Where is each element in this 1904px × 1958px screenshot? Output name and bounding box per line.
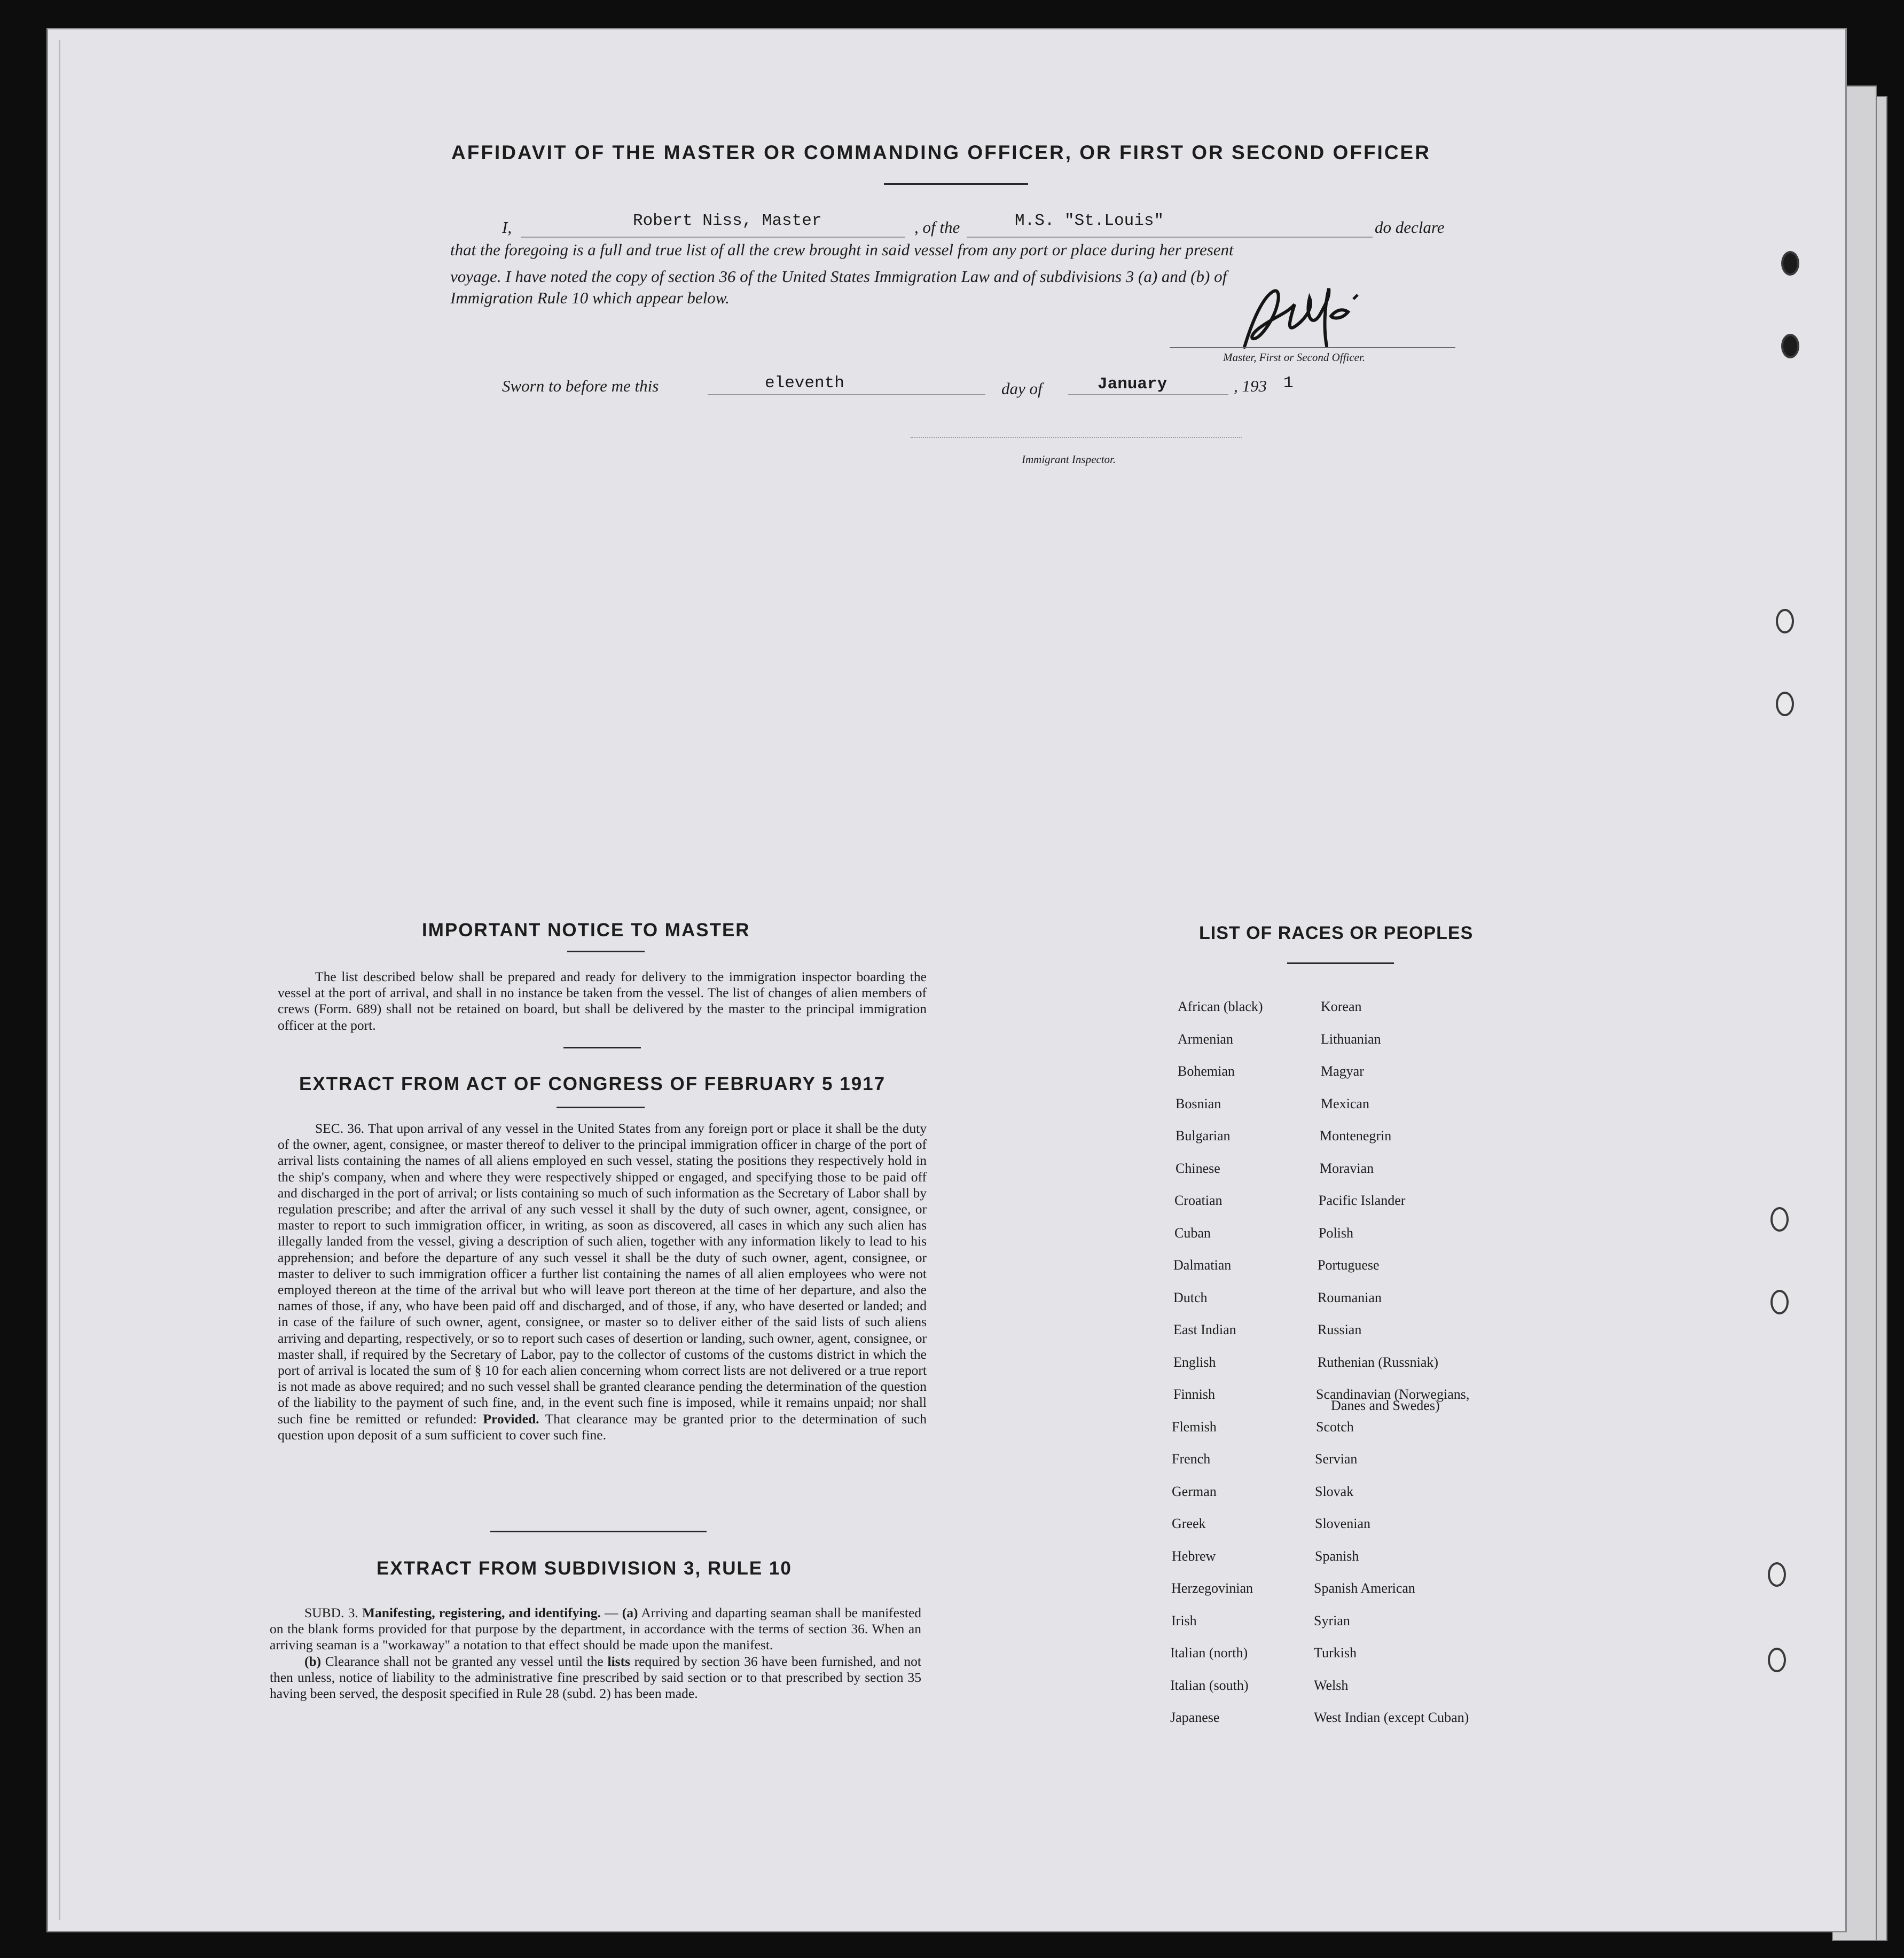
race-item: Mexican (1321, 1095, 1369, 1111)
race-item: Japanese (1170, 1710, 1220, 1725)
race-item: German (1172, 1483, 1217, 1499)
binder-hole (1781, 251, 1799, 276)
race-item: English (1173, 1354, 1216, 1370)
notice-title: IMPORTANT NOTICE TO MASTER (422, 920, 750, 941)
rule-dash: — (605, 1605, 618, 1620)
race-item: Cuban (1174, 1225, 1211, 1241)
act-text (278, 1121, 927, 1443)
race-item: East Indian (1173, 1322, 1236, 1337)
race-item: French (1172, 1451, 1211, 1467)
signature-line (1170, 347, 1455, 348)
race-item: Chinese (1176, 1160, 1220, 1176)
notice-text: The list described below shall be prepared and ready for delivery to the immigration inspector boarding the vessel at the port of arrival, and shall in no instance be taken from the vessel. The list of changes of alien members of crews (Form. 689) shall not be retained on board, but shall be delivered by the master to the principal immigration officer at the port. (278, 969, 927, 1033)
race-item: Bosnian (1176, 1095, 1221, 1111)
race-item: Moravian (1320, 1160, 1374, 1176)
master-signature (1223, 283, 1399, 358)
race-item: Finnish (1173, 1387, 1216, 1402)
rule-a-text: Arriving and daparting seaman shall be manifested on the blank forms provided for that purpose by the department, in accordance with the terms of section 36. When an arriving seaman is a "workaway" a notation to that effect should be made upon the manifest. (270, 1605, 922, 1653)
affidavit-i: I, (502, 218, 512, 237)
act-provided: Provided. (483, 1411, 539, 1427)
rule-subd-b (270, 1654, 921, 1702)
rule-text (270, 1605, 921, 1702)
race-item: Hebrew (1172, 1548, 1216, 1564)
race-item: Ruthenian (Russniak) (1318, 1354, 1439, 1370)
title-rule (884, 183, 1028, 185)
act-rule (557, 1107, 645, 1108)
race-item: Magyar (1321, 1063, 1364, 1079)
year-suffix: 1 (1283, 374, 1294, 393)
race-item: Roumanian (1318, 1289, 1382, 1305)
race-continuation: Danes and Swedes) (1331, 1398, 1440, 1413)
races-rule (1287, 962, 1394, 964)
act-bottom-rule (490, 1531, 707, 1532)
race-item: Armenian (1178, 1031, 1233, 1047)
notice-bottom-rule (563, 1047, 641, 1048)
rule-title: EXTRACT FROM SUBDIVISION 3, RULE 10 (377, 1558, 792, 1579)
race-item: Servian (1315, 1451, 1358, 1467)
master-name-line (521, 237, 905, 238)
race-item: Flemish (1172, 1419, 1217, 1435)
binder-hole (1776, 692, 1794, 716)
vessel-name: M.S. "St.Louis" (1015, 212, 1164, 230)
rule-a-label: (a) (622, 1605, 638, 1620)
inspector-caption: Immigrant Inspector. (1022, 453, 1116, 466)
race-item: Scotch (1316, 1419, 1354, 1435)
race-item: West Indian (except Cuban) (1314, 1710, 1469, 1725)
master-name: Robert Niss, Master (633, 212, 822, 230)
race-item: Slovenian (1315, 1516, 1370, 1531)
rule-b-lists: lists (607, 1653, 630, 1669)
race-item: Scandinavian (Norwegians, (1316, 1387, 1470, 1402)
rule-subd: SUBD. 3. (304, 1605, 358, 1620)
race-item: Korean (1321, 999, 1362, 1014)
race-item: Polish (1319, 1225, 1354, 1241)
signature-caption: Master, First or Second Officer. (1223, 351, 1365, 364)
race-item: Pacific Islander (1319, 1193, 1406, 1208)
affidavit-line-4: Immigration Rule 10 which appear below. (450, 288, 730, 307)
affidavit-do-declare: do declare (1375, 218, 1445, 237)
affidavit-line-2: that the foregoing is a full and true list of all the crew brought in said vessel from any port or place during her present (450, 240, 1234, 259)
rule-b-label: (b) (304, 1653, 322, 1669)
affidavit-line-3: voyage. I have noted the copy of section 36 of the United States Immigration Law and of subdivisions 3 (a) and (b) of (450, 267, 1227, 286)
year-prefix: , 193 (1234, 377, 1267, 395)
vessel-name-line (967, 237, 1373, 238)
race-item: Lithuanian (1321, 1031, 1381, 1047)
day-line (708, 394, 985, 395)
race-item: Portuguese (1318, 1257, 1380, 1273)
race-item: Spanish American (1314, 1580, 1415, 1596)
race-item: Bohemian (1178, 1063, 1235, 1079)
affidavit-of-the: , of the (914, 218, 960, 237)
binder-hole (1776, 609, 1794, 633)
race-item: Italian (south) (1170, 1677, 1249, 1693)
race-item: Italian (north) (1170, 1645, 1248, 1661)
inspector-line (911, 437, 1242, 438)
race-item: Spanish (1315, 1548, 1359, 1564)
act-body: SEC. 36. That upon arrival of any vessel in the United States from any foreign port or place it shall be the duty of the owner, agent, consignee, or master thereof to deliver to the principal immigration officer in charge of the port of arrival lists containing the names of all aliens employed en such vessel, stating the positions they respectively hold in the ship's company, when and where they were respectively shipped or engaged, and specifying those to be paid off and discharged in the port of arrival; or lists containing so much of such information as the Secretary of Labor shall by regulation prescribe; and after the arrival of any such vessel it shall by the duty of such owner, agent, consignee, or master to report to such immigration officer, in writing, as soon as discovered, all cases in which any such alien has illegally landed from the vessel, giving a description of such alien, together with any information likely to lead to his apprehension; and before the departure of any such vessel it shall be the duty of such owner, agent, consignee, or master to deliver to such immigration officer a further list containing the names of all alien employees who were not employed thereon at the time of the arrival but who will leave port thereon at the time of her departure, and also the names of those, if any, who have been paid off and discharged, and of those, if any, who have deserted or landed; and in case of the failure of such owner, agent, consignee, or master so to deliver either of the said lists of such aliens arriving and departing, respectively, or so to report such cases of desertion or landing, such owner, agent, consignee, or master shall, if required by the Secretary of Labor, pay to the collector of customs of the customs district in which the port of arrival is located the sum of § 10 for each alien concerning whom correct lists are not delivered or a true report is not made as above required; and no such vessel shall be granted clearance pending the determination of the question of the liability to the payment of such fine, and, in the event such fine is imposed, while it remains unpaid; nor shall such fine be remitted or refunded: (278, 1121, 927, 1427)
month: January (1098, 375, 1168, 394)
binder-hole (1781, 334, 1799, 358)
race-item: Greek (1172, 1516, 1206, 1531)
race-item: Montenegrin (1320, 1128, 1392, 1144)
race-item: Irish (1171, 1612, 1197, 1628)
sworn-day: eleventh (765, 374, 844, 393)
act-title: EXTRACT FROM ACT OF CONGRESS OF FEBRUARY 5 1917 (299, 1074, 886, 1094)
race-item: Herzegovinian (1171, 1580, 1253, 1596)
binder-hole (1768, 1648, 1786, 1672)
race-item: African (black) (1178, 999, 1263, 1014)
race-item: Turkish (1314, 1645, 1357, 1661)
rule-subd-a (270, 1605, 921, 1654)
rule-subd-heading: Manifesting, registering, and identifying. (362, 1605, 601, 1620)
binder-hole (1770, 1290, 1789, 1314)
race-item: Dutch (1173, 1289, 1208, 1305)
rule-b-text1: Clearance shall not be granted any vessel until the (325, 1653, 604, 1669)
race-item: Slovak (1315, 1483, 1354, 1499)
race-item: Bulgarian (1176, 1128, 1231, 1144)
races-title: LIST OF RACES OR PEOPLES (1199, 923, 1474, 943)
sworn-text: Sworn to before me this (502, 377, 659, 395)
race-item: Welsh (1314, 1677, 1349, 1693)
race-item: Dalmatian (1173, 1257, 1232, 1273)
race-item: Syrian (1314, 1612, 1350, 1628)
binder-hole (1770, 1207, 1789, 1232)
race-item: Croatian (1174, 1193, 1223, 1208)
rule-b-text2: required by section 36 have been furnished, and not then unless, notice of liability to the administrative fine prescribed by said section or to that prescribed by section 35 having been served, the desposit specified in Rule 28 (subd. 2) has been made. (270, 1653, 922, 1702)
act-text-end: That clearance may be granted prior to the determination of such question upon deposit of a sum sufficient to cover such fine. (278, 1411, 927, 1443)
binder-hole (1768, 1562, 1786, 1587)
month-line (1068, 394, 1228, 395)
affidavit-title: AFFIDAVIT OF THE MASTER OR COMMANDING OFFICER, OR FIRST OR SECOND OFFICER (451, 142, 1431, 163)
race-item: Russian (1318, 1322, 1362, 1337)
notice-rule (567, 951, 645, 952)
day-of-text: day of (1001, 379, 1043, 398)
